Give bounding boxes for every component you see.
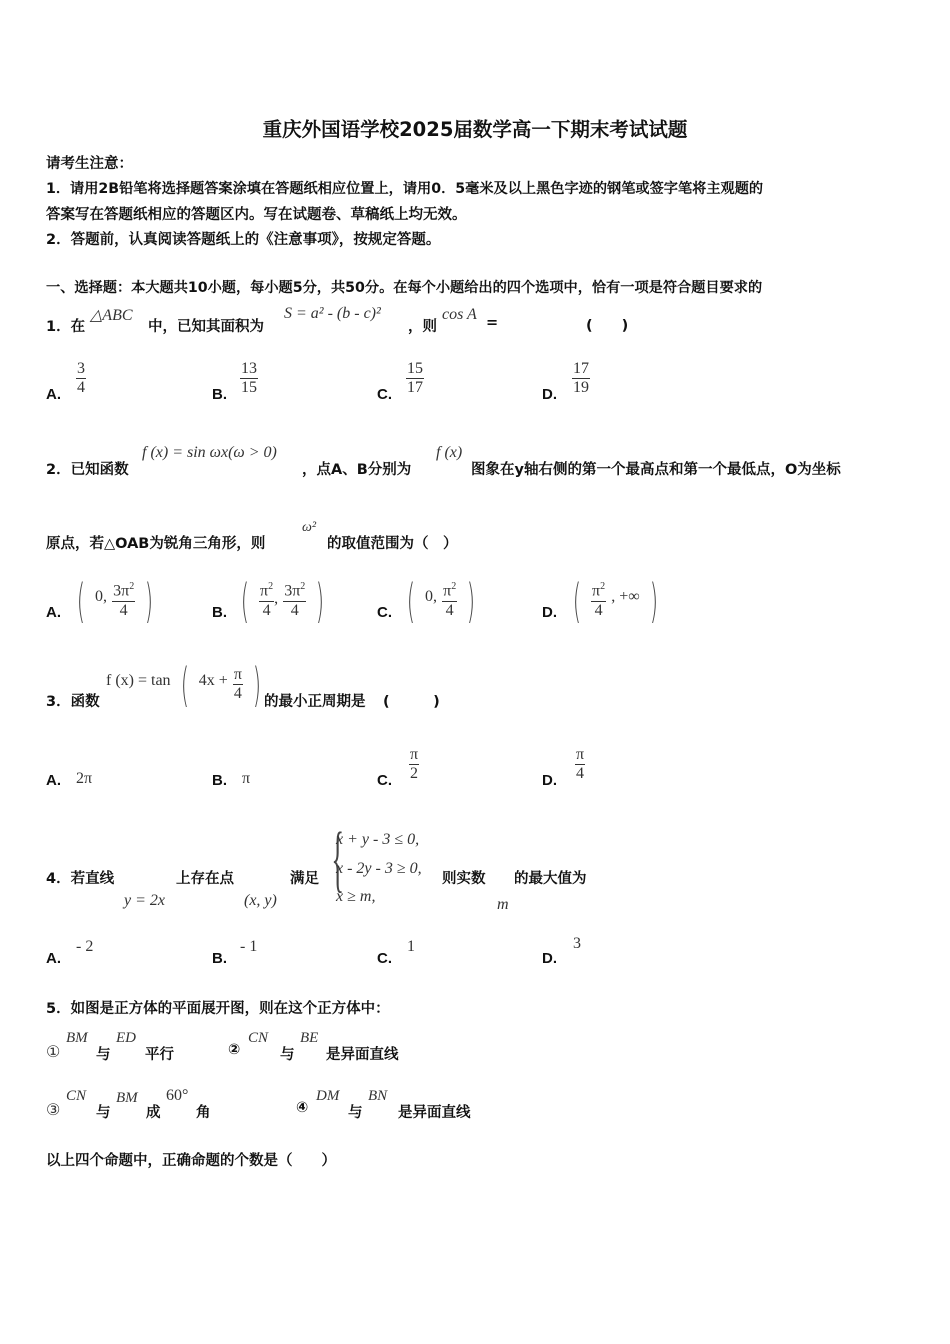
q3-option-d-label: D. [542, 772, 557, 789]
q4-mid2: 满足 [290, 871, 319, 887]
q1-option-c-label: C. [377, 386, 392, 403]
q2-opt-c-zero: 0, [425, 588, 438, 605]
q4-constraint-3: x ≥ m, [336, 888, 376, 905]
q2-opt-d-frac: $\frac{\pi^2}{4}$ [592, 580, 606, 619]
q5-question: 以上四个命题中，正确命题的个数是（ ） [46, 1153, 336, 1169]
q1-triangle: △ABC [90, 307, 133, 324]
q5-p4-conj: 与 [348, 1105, 363, 1121]
q5-p3-a: CN [66, 1088, 87, 1104]
q2-option-a-label: A. [46, 604, 61, 621]
q4-point: (x, y) [244, 892, 277, 909]
q2-mid: ，点A、B分别为 [302, 462, 412, 478]
q2-opt-b-frac2: $\frac{3\pi^2}{4}$ [284, 580, 306, 619]
q5-intro: 5．如图是正方体的平面展开图，则在这个正方体中： [46, 1001, 390, 1017]
question-2 [46, 444, 916, 478]
notice-line-1a: 1．请用2B铅笔将选择题答案涂填在答题纸相应位置上，请用0．5毫米及以上黑色字迹的钢笔或签字笔将主观题的 [46, 181, 764, 197]
q3-options [46, 744, 646, 794]
q4-option-b[interactable]: - 1 [240, 938, 258, 955]
q4-option-a[interactable]: - 2 [76, 938, 94, 955]
page-title: 重庆外国语学校2025届数学高一下期末考试试题 [262, 118, 688, 141]
q2-opt-a-frac: $\frac{3\pi^2}{4}$ [113, 580, 135, 619]
q2-option-b-label: B. [212, 604, 227, 621]
q1-blank: ( ) [586, 318, 629, 334]
q4-mid3: 则实数 [442, 871, 486, 887]
q5-proposition-3 [46, 1086, 246, 1122]
q3-option-c-label: C. [377, 772, 392, 789]
q3-blank: ( ) [383, 694, 440, 710]
q2-option-c-label: C. [377, 604, 392, 621]
q5-p3-rel1: 成 [146, 1105, 161, 1121]
q5-proposition-1 [46, 1028, 246, 1064]
q5-p4-mark: ④ [296, 1100, 309, 1116]
notice-line-1b: 答案写在答题纸相应的答题区内。写在试题卷、草稿纸上均无效。 [46, 207, 467, 223]
q1-options [46, 360, 646, 410]
q5-p3-angle: 60° [166, 1087, 189, 1104]
q4-line: y = 2x [124, 892, 165, 909]
q2-opt-d-inf: , +∞ [611, 588, 640, 605]
q2-fx: f (x) [436, 444, 463, 461]
q2-omega: ω² [302, 520, 317, 535]
q1-option-b-label: B. [212, 386, 227, 403]
q2-option-d[interactable]: ( $\frac{\pi^2}{4}$ , +∞ ) [572, 574, 658, 628]
q1-number: 1．在 [46, 319, 86, 335]
q2-opt-b-frac1: $\frac{\pi^2}{4}$ [260, 580, 274, 619]
q5-p2-conj: 与 [280, 1047, 295, 1063]
q4-option-d[interactable]: 3 [573, 935, 581, 952]
q2-option-c[interactable]: ( 0, $\frac{\pi^2}{4}$ ) [406, 574, 476, 628]
notice-line-2: 2．答题前，认真阅读答题纸上的《注意事项》，按规定答题。 [46, 232, 441, 248]
q2-option-b[interactable]: ( $\frac{\pi^2}{4}$ , $\frac{3\pi^2}{4}$ ) [240, 574, 325, 628]
q3-option-a[interactable]: 2π [76, 770, 93, 787]
question-4 [46, 818, 646, 916]
q1-option-c[interactable]: $\frac{15}{17}$ [407, 360, 423, 397]
q5-p1-rel: 平行 [145, 1047, 174, 1063]
q3-option-a-label: A. [46, 772, 61, 789]
q1-option-d-label: D. [542, 386, 557, 403]
q5-p2-mark: ② [228, 1042, 241, 1058]
q5-p1-conj: 与 [96, 1047, 111, 1063]
q4-option-c[interactable]: 1 [407, 938, 415, 955]
q5-p4-rel: 是异面直线 [398, 1105, 471, 1121]
q4-number: 4．若直线 [46, 871, 115, 887]
q4-tail: 的最大值为 [514, 871, 587, 887]
q5-proposition-2 [228, 1028, 448, 1064]
q5-p3-rel2: 角 [196, 1105, 211, 1121]
q2-line2b: 的取值范围为（ ） [327, 536, 458, 552]
q5-proposition-4 [296, 1086, 516, 1122]
q5-p1-mark: ① [46, 1044, 61, 1061]
q4-brace: { [331, 818, 344, 900]
q1-option-b[interactable]: $\frac{13}{15}$ [241, 360, 257, 397]
q4-options [46, 934, 646, 974]
q4-constraint-2: x - 2y - 3 ≥ 0, [336, 860, 422, 877]
q4-var: m [497, 896, 509, 913]
q1-eq: = [486, 315, 499, 331]
notice-heading: 请考生注意： [46, 156, 133, 172]
q5-p1-b: ED [116, 1030, 136, 1046]
q5-p3-b: BM [116, 1090, 138, 1106]
q3-option-d[interactable]: $\frac{\pi}{4}$ [576, 746, 585, 783]
section-heading: 一、选择题：本大题共10小题，每小题5分，共50分。在每个小题给出的四个选项中，恰有一项是符合题目要求的 [46, 280, 763, 296]
q2-opt-a-zero: 0, [95, 588, 108, 605]
q4-option-a-label: A. [46, 950, 61, 967]
q4-constraint-1: x + y - 3 ≤ 0, [336, 831, 420, 848]
q2-opt-c-frac: $\frac{\pi^2}{4}$ [443, 580, 457, 619]
q5-p3-conj: 与 [96, 1105, 111, 1121]
q3-number: 3．函数 [46, 694, 100, 710]
q1-area-formula: S = a² - (b - c)² [284, 305, 381, 322]
q3-option-b-label: B. [212, 772, 227, 789]
q1-option-a[interactable]: $\frac{3}{4}$ [77, 360, 85, 397]
q2-line-2 [46, 520, 546, 550]
q5-p2-b: BE [300, 1030, 319, 1046]
q2-tail: 图象在y轴右侧的第一个最高点和第一个最低点，O为坐标 [471, 462, 841, 478]
q5-p2-rel: 是异面直线 [326, 1047, 399, 1063]
q1-option-a-label: A. [46, 386, 61, 403]
q4-mid1: 上存在点 [176, 871, 234, 887]
q3-option-b[interactable]: π [242, 770, 251, 787]
q1-option-d[interactable]: $\frac{17}{19}$ [573, 360, 589, 397]
question-3 [46, 660, 546, 720]
q2-line2a: 原点，若△OAB为锐角三角形，则 [46, 536, 266, 552]
q5-p3-mark: ③ [46, 1102, 61, 1119]
q2-option-a[interactable]: ( 0, $\frac{3\pi^2}{4}$ ) [76, 574, 154, 628]
q4-option-c-label: C. [377, 950, 392, 967]
q5-p4-a: DM [316, 1088, 340, 1104]
q2-options [46, 576, 666, 636]
q2-number: 2．已知函数 [46, 462, 129, 478]
q3-tail: 的最小正周期是 [264, 694, 366, 710]
q4-option-b-label: B. [212, 950, 227, 967]
q2-function: f (x) = sin ωx(ω > 0) [142, 444, 277, 461]
q5-p1-a: BM [66, 1030, 88, 1046]
q2-option-d-label: D. [542, 604, 557, 621]
q5-p4-b: BN [368, 1088, 388, 1104]
q4-option-d-label: D. [542, 950, 557, 967]
q1-cos: cos A [442, 306, 477, 323]
q5-p2-a: CN [248, 1030, 269, 1046]
q1-mid: 中，已知其面积为 [148, 319, 264, 335]
q1-then: ，则 [408, 319, 437, 335]
q3-option-c[interactable]: $\frac{\pi}{2}$ [410, 746, 419, 783]
q3-function: f (x) = tan ( 4x + $\frac{\pi}{4}$ ) [106, 658, 262, 712]
